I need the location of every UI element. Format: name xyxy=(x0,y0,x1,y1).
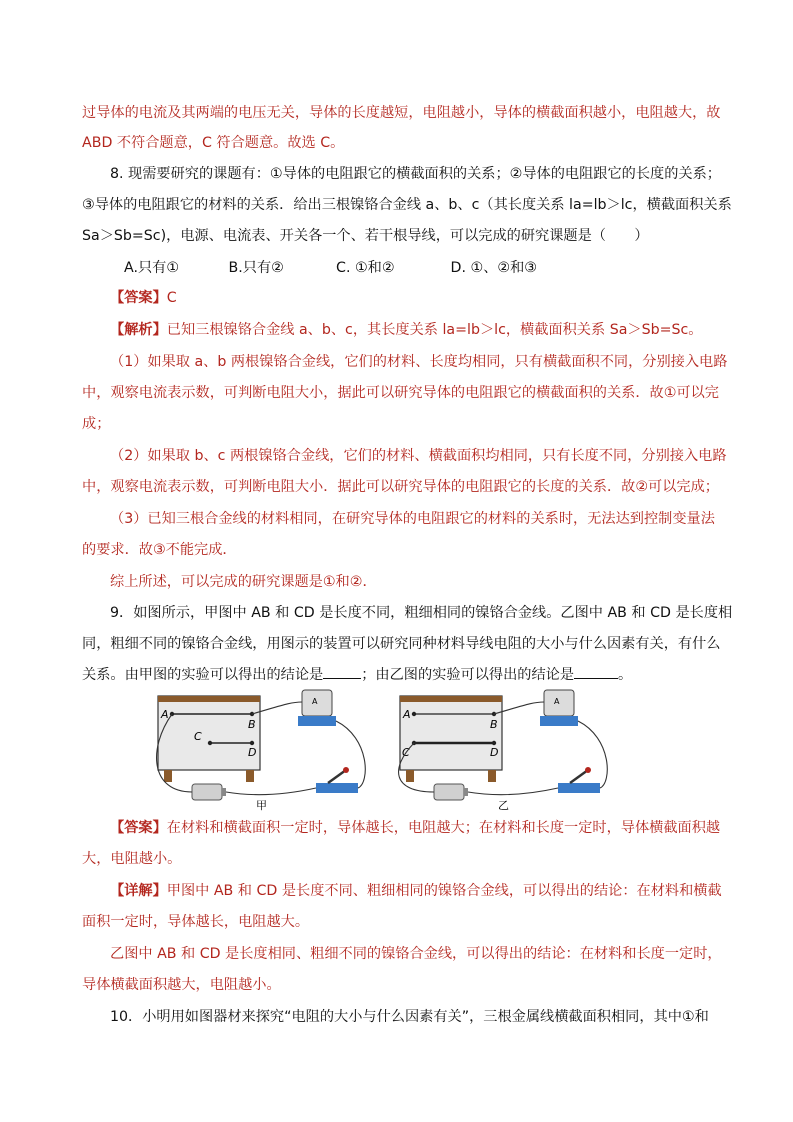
answer-text: 在材料和横截面积一定时，导体越长，电阻越大；在材料和长度一定时，导体横截面积越 xyxy=(166,820,721,836)
answer-line: 大，电阻越小。 xyxy=(82,851,182,867)
detail-line: 面积一定时，导体越长，电阻越大。 xyxy=(82,914,310,930)
question-10-text: 10．小明用如图器材来探究“电阻的大小与什么因素有关”，三根金属线横截面积相同，其中①和 xyxy=(110,1009,709,1025)
question-8-text: ③导体的电阻跟它的材料的关系．给出三根镍铬合金线 a、b、c（其长度关系 la=lb＞lc，横截面积关系 xyxy=(82,197,732,213)
detail-line: 导体横截面积越大，电阻越小。 xyxy=(82,977,281,993)
analysis-line: 中，观察电流表示数，可判断电阻大小．据此可以研究导体的电阻跟它的长度的关系．故②可以完成； xyxy=(82,479,719,495)
option-a: A.只有① xyxy=(124,260,180,276)
board-leg xyxy=(406,770,414,782)
terminal xyxy=(250,741,254,745)
label-c: C xyxy=(194,730,202,743)
analysis-summary: 综上所述，可以完成的研究课题是①和②． xyxy=(110,574,377,590)
ammeter-base xyxy=(540,716,578,726)
ammeter-base xyxy=(298,716,336,726)
board-top-edge xyxy=(158,696,260,702)
terminal xyxy=(412,712,416,716)
question-9-part: 关系。由甲图的实验可以得出的结论是 xyxy=(82,667,324,683)
detail-line: 乙图中 AB 和 CD 是长度相同、粗细不同的镍铬合金线，可以得出的结论：在材料和长度一定时， xyxy=(110,946,722,962)
switch-lever xyxy=(328,770,346,783)
analysis-text: 已知三根镍铬合金线 a、b、c，其长度关系 la=lb＞lc，横截面积关系 Sa＞Sb=Sc。 xyxy=(166,322,703,338)
switch-icon xyxy=(558,783,600,793)
battery-icon xyxy=(192,784,222,800)
answer-value: C xyxy=(166,290,177,306)
option-c: C. ①和② xyxy=(336,260,395,276)
analysis-line: ABD 不符合题意，C 符合题意。故选 C。 xyxy=(82,135,345,151)
board-leg xyxy=(246,770,254,782)
ammeter-symbol: A xyxy=(554,697,560,706)
detail-text: 甲图中 AB 和 CD 是长度不同、粗细相同的镍铬合金线，可以得出的结论：在材料和横截 xyxy=(166,883,722,899)
board-leg xyxy=(488,770,496,782)
analysis-line: 成； xyxy=(82,416,111,432)
connecting-wire xyxy=(226,788,316,795)
option-d: D. ①、②和③ xyxy=(450,260,538,276)
option-b: B.只有② xyxy=(228,260,284,276)
connecting-wire xyxy=(336,721,365,788)
answer-9 xyxy=(110,818,720,838)
question-9-part: ；由乙图的实验可以得出的结论是 xyxy=(361,667,575,683)
board-top-edge xyxy=(400,696,502,702)
connecting-wire xyxy=(468,788,558,795)
figure-label-right: 乙 xyxy=(498,799,509,812)
analysis-line: 的要求．故③不能完成． xyxy=(82,542,237,558)
switch-knob xyxy=(585,767,591,773)
label-a: A xyxy=(403,708,411,721)
board-leg xyxy=(164,770,172,782)
detail-tag: 【详解】 xyxy=(110,883,167,899)
analysis-line: 中，观察电流表示数，可判断电阻大小，据此可以研究导体的电阻跟它的横截面积的关系．故①可以完 xyxy=(82,385,719,401)
circuit-right xyxy=(399,690,608,812)
question-9-part: 。 xyxy=(618,667,633,683)
label-b: B xyxy=(490,718,498,731)
terminal xyxy=(492,741,496,745)
question-8-options xyxy=(124,258,537,278)
answer-blank-1[interactable] xyxy=(323,664,361,679)
question-9-text: 9．如图所示，甲图中 AB 和 CD 是长度不同，粗细相同的镍铬合金线。乙图中 AB 和 CD 是长度相 xyxy=(110,605,733,621)
answer-tag: 【答案】 xyxy=(110,820,167,836)
battery-icon xyxy=(434,784,464,800)
question-8-text: 8. 现需要研究的课题有：①导体的电阻跟它的横截面积的关系；②导体的电阻跟它的长度的关系； xyxy=(110,166,721,182)
analysis-tag: 【解析】 xyxy=(110,322,167,338)
answer-blank-2[interactable] xyxy=(574,664,618,679)
battery-terminal xyxy=(222,788,226,796)
switch-icon xyxy=(316,783,358,793)
answer-tag: 【答案】 xyxy=(110,290,167,306)
analysis-line: （2）如果取 b、c 两根镍铬合金线，它们的材料、横截面积均相同，只有长度不同，分别接入电路 xyxy=(110,448,727,464)
question-9-text: 同，粗细不同的镍铬合金线，用图示的装置可以研究同种材料导线电阻的大小与什么因素有关，有什么 xyxy=(82,636,721,652)
connecting-wire xyxy=(578,721,607,788)
circuit-figure xyxy=(150,688,640,812)
battery-terminal xyxy=(464,788,468,796)
ammeter-symbol: A xyxy=(312,697,318,706)
analysis-line: 过导体的电流及其两端的电压无关，导体的长度越短，电阻越小，导体的横截面积越小，电阻越大，故 xyxy=(82,105,721,121)
label-b: B xyxy=(248,718,256,731)
label-d: D xyxy=(490,746,499,759)
question-9-text xyxy=(82,664,632,685)
terminal xyxy=(208,741,212,745)
switch-lever xyxy=(570,770,588,783)
wire-board xyxy=(158,696,260,770)
label-a: A xyxy=(161,708,169,721)
analysis-8 xyxy=(110,320,702,340)
analysis-line: （1）如果取 a、b 两根镍铬合金线，它们的材料、长度均相同，只有横截面积不同，分别接入电路 xyxy=(110,354,728,370)
switch-knob xyxy=(343,767,349,773)
figure-label-left: 甲 xyxy=(256,799,267,812)
label-d: D xyxy=(248,746,257,759)
detail-9 xyxy=(110,881,722,901)
wire-board xyxy=(400,696,502,770)
analysis-line: （3）已知三根合金线的材料相同，在研究导体的电阻跟它的材料的关系时，无法达到控制变量法 xyxy=(110,511,715,527)
circuit-left xyxy=(157,690,366,812)
label-c: C xyxy=(402,746,410,759)
answer-8 xyxy=(110,288,177,308)
question-8-text: Sa＞Sb=Sc)，电源、电流表、开关各一个、若干根导线，可以完成的研究课题是（ ） xyxy=(82,228,649,244)
